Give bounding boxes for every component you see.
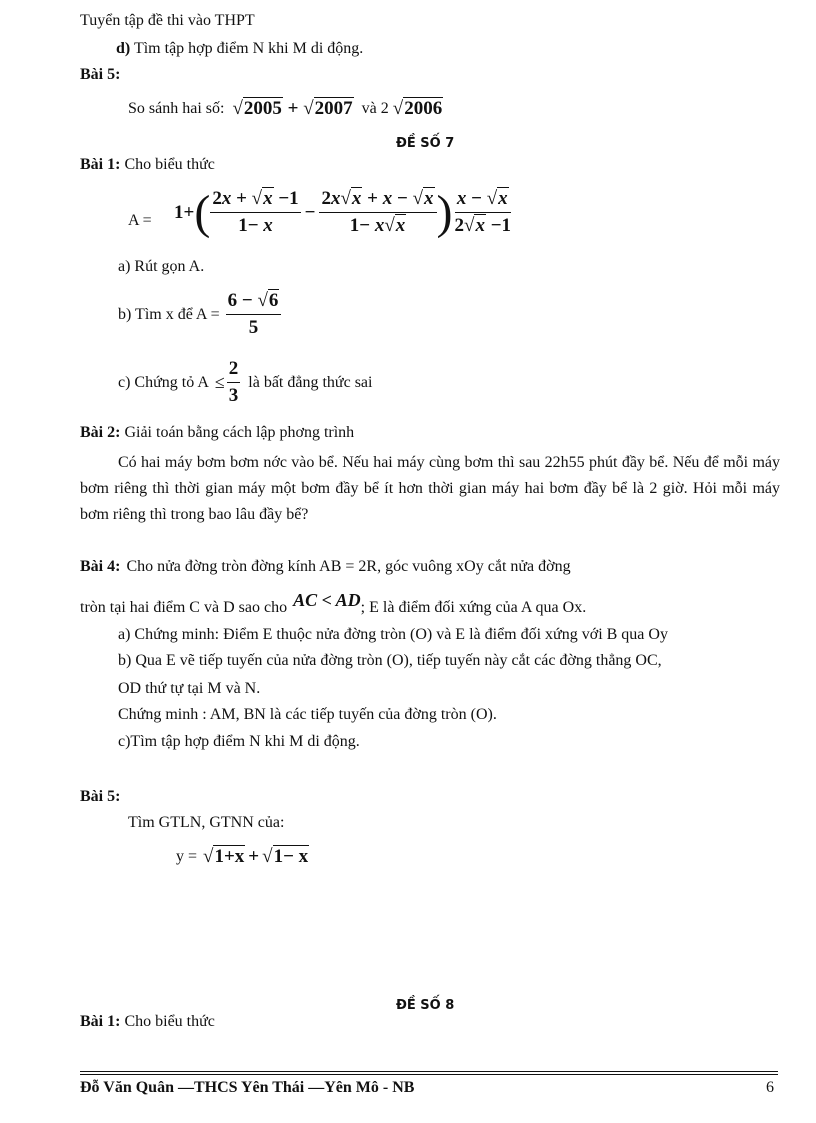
de7-bai2-label: Bài 2: <box>80 424 121 441</box>
de7-bai1-b-fraction: $\frac{6 - √6}{5}$ <box>226 290 282 339</box>
de7-bai1-b <box>118 290 281 339</box>
de7-bai4-c: c)Tìm tập hợp điểm N khi M di động. <box>118 733 360 750</box>
compare-expression: √2005 + √2007 <box>232 98 353 119</box>
de7-bai4-heading <box>80 558 780 576</box>
compare-expression-2: √2006 <box>392 98 443 119</box>
footer-rule-top <box>80 1071 778 1072</box>
de7-bai4-line2 <box>80 590 587 617</box>
de7-bai1-b-den: 5 <box>248 317 259 338</box>
footer-author: Đỗ Văn Quân —THCS Yên Thái —Yên Mô - NB <box>80 1079 415 1096</box>
de7-bai1-heading <box>80 156 215 174</box>
de8-bai1-text: Cho biểu thức <box>124 1013 215 1030</box>
de7-bai1-c-den: 3 <box>228 385 239 406</box>
de7-bai1-c-fraction <box>227 358 241 407</box>
de7-bai1-label: Bài 1: <box>80 156 121 173</box>
de7-bai1-c-num: 2 <box>227 358 241 383</box>
de7-bai4-b2: OD thứ tự tại M và N. <box>118 680 261 697</box>
de7-bai4-a: a) Chứng minh: Điểm E thuộc nửa đờng tròn (O) và E là điểm đối xứng với B qua Oy <box>118 626 668 643</box>
de7-bai4-label: Bài 4: <box>80 558 121 575</box>
compare-line <box>128 98 443 120</box>
de7-bai5-y-eq: y = <box>176 848 198 865</box>
page-number: 6 <box>766 1079 774 1096</box>
de7-bai4-b3: Chứng minh : AM, BN là các tiếp tuyến của đờng tròn (O). <box>118 706 497 723</box>
de7-bai5-rad2: 1− x <box>273 846 309 867</box>
leq-icon: ≤ <box>214 372 225 392</box>
de8-title: ĐỀ SỐ 8 <box>396 998 455 1013</box>
de7-bai1-b-text: b) Tìm x để A = <box>118 305 220 323</box>
de7-bai5-plus: + <box>248 846 260 867</box>
de7-bai1-c <box>118 358 372 407</box>
de7-bai1-a: a) Rút gọn A. <box>118 258 205 275</box>
prev-item-d-text: Tìm tập hợp điểm N khi M di động. <box>133 40 364 57</box>
de8-bai1-label: Bài 1: <box>80 1013 121 1030</box>
de7-bai2-text: Giải toán bằng cách lập phơng trình <box>124 424 355 441</box>
de8-bai1-heading <box>80 1013 215 1031</box>
prev-item-d <box>116 40 363 58</box>
prev-bai5-label: Bài 5: <box>80 66 121 83</box>
compare-text: So sánh hai số: <box>128 100 225 117</box>
de7-expression-a: 1+ ( $\frac{2x + √x -1}{1- x}$ − $\frac{2x√x + x - √x}{1- x√x}$ ) $\frac{x - √x}{2√x -1}$ <box>174 185 512 239</box>
de7-bai5-rad1: 1+x <box>214 846 245 867</box>
de7-bai4-line2-pre: tròn tại hai điểm C và D sao cho <box>80 599 288 616</box>
de7-bai5-text: Tìm GTLN, GTNN của: <box>128 814 285 831</box>
footer-rule-bottom <box>80 1074 778 1075</box>
compare-num2: 2007 <box>314 98 353 119</box>
running-header: Tuyển tập đề thi vào THPT <box>80 12 255 29</box>
de7-bai1-c-text: c) Chứng tỏ A <box>118 373 209 391</box>
prev-item-d-label: d) <box>116 40 131 57</box>
de7-bai1-c-tail: là bất đẳng thức sai <box>248 373 373 391</box>
de7-bai2-heading <box>80 424 354 442</box>
de7-a-eq: A = <box>128 212 152 229</box>
compare-num3: 2006 <box>404 98 443 119</box>
de7-bai4-line2-post: ; E là điểm đối xứng của A qua Ox. <box>360 599 587 616</box>
de7-bai5-label: Bài 5: <box>80 788 121 805</box>
de7-title: ĐỀ SỐ 7 <box>396 136 455 151</box>
de7-bai4-line1: Cho nửa đờng tròn đờng kính AB = 2R, góc vuông xOy cắt nửa đờng <box>126 558 571 575</box>
compare-and: và 2 <box>361 100 389 117</box>
arc-inequality: AC < AD <box>293 590 361 610</box>
de7-bai1-b-rad: 6 <box>268 290 279 311</box>
de7-bai1-text: Cho biểu thức <box>124 156 215 173</box>
compare-num1: 2005 <box>243 98 282 119</box>
de7-bai1-b-num: 6 − <box>227 290 253 311</box>
de7-bai5-expression: y = √1+x + √1− x <box>176 846 309 867</box>
de7-bai4-b1: b) Qua E vẽ tiếp tuyến của nửa đờng tròn (O), tiếp tuyến này cắt các đờng thẳng OC, <box>118 652 662 669</box>
de7-bai2-body: Có hai máy bơm bơm nớc vào bể. Nếu hai máy cùng bơm thì sau 22h55 phút đầy bể. Nếu để mỗi máy bơm riêng thì thời gian máy một bơm đầy bể ít hơn thời gian máy hai bơm đầy bể là 2 giờ. Hỏi mỗi máy bơm riêng thì trong bao lâu đầy bể? <box>80 454 780 523</box>
